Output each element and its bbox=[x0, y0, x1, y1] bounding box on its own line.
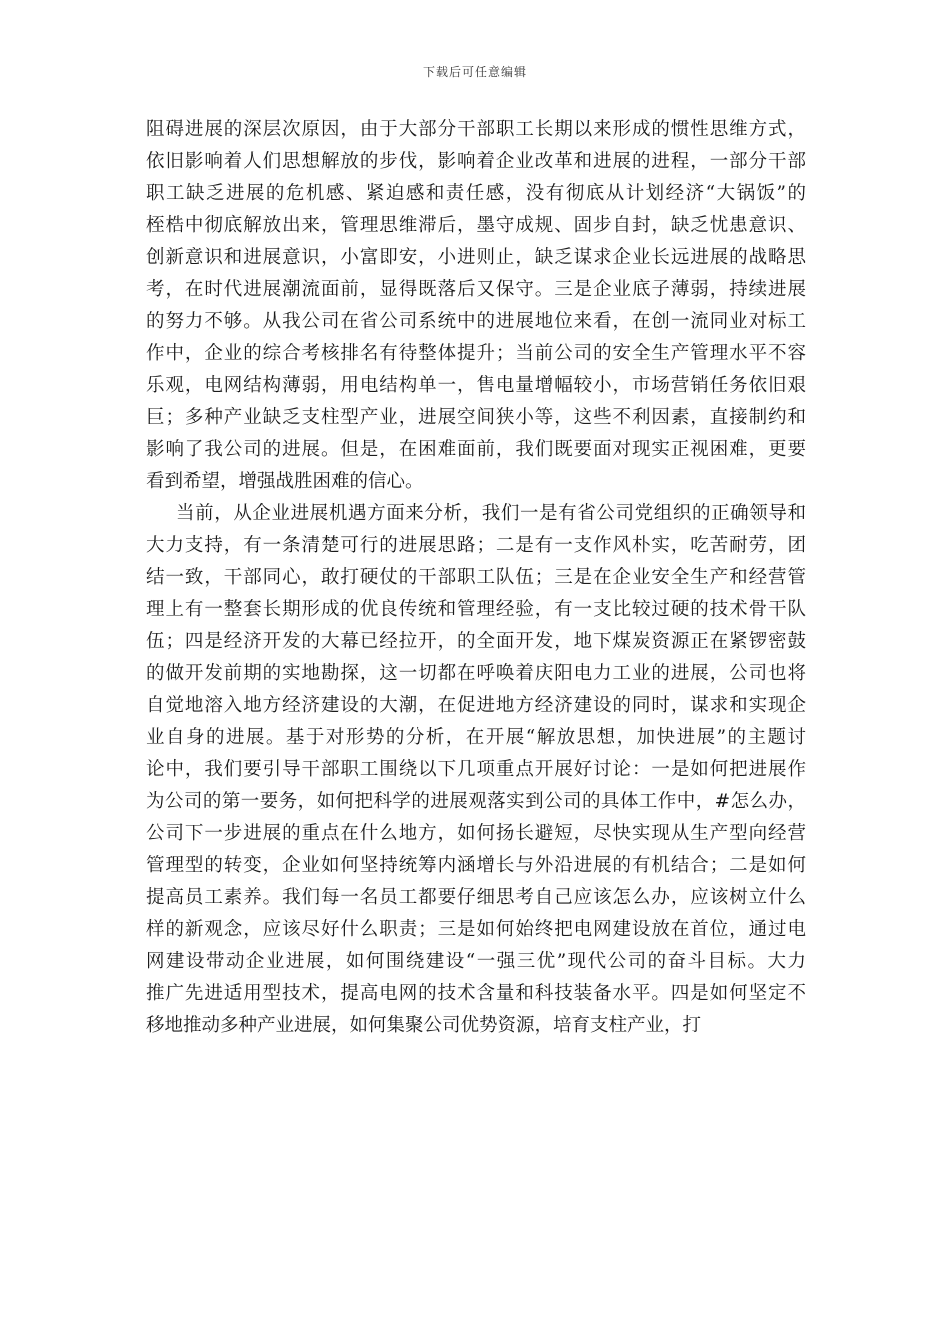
text-line: 网建设带动企业进展，如何围绕建设“一强三优”现代公司的奋斗目标。大力 bbox=[146, 951, 806, 972]
page-header: 下载后可任意编辑 bbox=[422, 65, 527, 79]
text-line: 当前，从企业进展机遇方面来分析，我们一是有省公司党组织的正确领导和 bbox=[176, 503, 806, 524]
text-line: 影响了我公司的进展。但是，在困难面前，我们既要面对现实正视困难，更要 bbox=[146, 439, 806, 460]
text-line: 看到希望，增强战胜困难的信心。 bbox=[146, 471, 424, 492]
text-line: 推广先进适用型技术，提高电网的技术含量和科技装备水平。四是如何坚定不 bbox=[146, 983, 806, 1004]
text-line: 创新意识和进展意识，小富即安，小进则止，缺乏谋求企业长远进展的战略思 bbox=[146, 247, 806, 268]
text-line: 自觉地溶入地方经济建设的大潮，在促进地方经济建设的同时，谋求和实现企 bbox=[146, 695, 806, 716]
text-line: 依旧影响着人们思想解放的步伐，影响着企业改革和进展的进程，一部分干部 bbox=[146, 151, 806, 172]
text-line: 理上有一整套长期形成的优良传统和管理经验，有一支比较过硬的技术骨干队 bbox=[146, 599, 806, 620]
text-line: 业自身的进展。基于对形势的分析，在开展“解放思想，加快进展”的主题讨 bbox=[146, 727, 806, 748]
text-line: 移地推动多种产业进展，如何集聚公司优势资源，培育支柱产业，打 bbox=[146, 1015, 702, 1036]
text-line: 伍；四是经济开发的大幕已经拉开，的全面开发，地下煤炭资源正在紧锣密鼓 bbox=[146, 631, 806, 652]
text-line: 的努力不够。从我公司在省公司系统中的进展地位来看，在创一流同业对标工 bbox=[146, 311, 806, 332]
text-line: 样的新观念，应该尽好什么职责；三是如何始终把电网建设放在首位，通过电 bbox=[146, 919, 806, 940]
paragraph bbox=[146, 498, 806, 1042]
text-line: 公司下一步进展的重点在什么地方，如何扬长避短，尽快实现从生产型向经营 bbox=[146, 823, 806, 844]
text-line: 巨；多种产业缺乏支柱型产业，进展空间狭小等，这些不利因素，直接制约和 bbox=[146, 407, 806, 428]
paragraph bbox=[146, 114, 806, 498]
text-line: 桎梏中彻底解放出来，管理思维滞后，墨守成规、固步自封，缺乏忧患意识、 bbox=[146, 215, 806, 236]
text-line: 作中，企业的综合考核排名有待整体提升；当前公司的安全生产管理水平不容 bbox=[146, 343, 806, 364]
text-line: 阻碍进展的深层次原因，由于大部分干部职工长期以来形成的惯性思维方式， bbox=[146, 119, 806, 140]
text-line: 结一致，干部同心，敢打硬仗的干部职工队伍；三是在企业安全生产和经营管 bbox=[146, 567, 806, 588]
text-line: 考，在时代进展潮流面前，显得既落后又保守。三是企业底子薄弱，持续进展 bbox=[146, 279, 806, 300]
text-line: 的做开发前期的实地勘探，这一切都在呼唤着庆阳电力工业的进展，公司也将 bbox=[146, 663, 806, 684]
text-line: 大力支持，有一条清楚可行的进展思路；二是有一支作风朴实，吃苦耐劳，团 bbox=[146, 535, 806, 556]
text-line: 管理型的转变，企业如何坚持统筹内涵增长与外沿进展的有机结合；二是如何 bbox=[146, 855, 806, 876]
document-body bbox=[146, 114, 806, 1042]
text-line: 提高员工素养。我们每一名员工都要仔细思考自己应该怎么办，应该树立什么 bbox=[146, 887, 806, 908]
text-line: 职工缺乏进展的危机感、紧迫感和责任感，没有彻底从计划经济“大锅饭”的 bbox=[146, 183, 806, 204]
text-line: 论中，我们要引导干部职工围绕以下几项重点开展好讨论：一是如何把进展作 bbox=[146, 759, 806, 780]
text-line: 为公司的第一要务，如何把科学的进展观落实到公司的具体工作中，#怎么办， bbox=[146, 791, 806, 812]
text-line: 乐观，电网结构薄弱，用电结构单一，售电量增幅较小，市场营销任务依旧艰 bbox=[146, 375, 806, 396]
